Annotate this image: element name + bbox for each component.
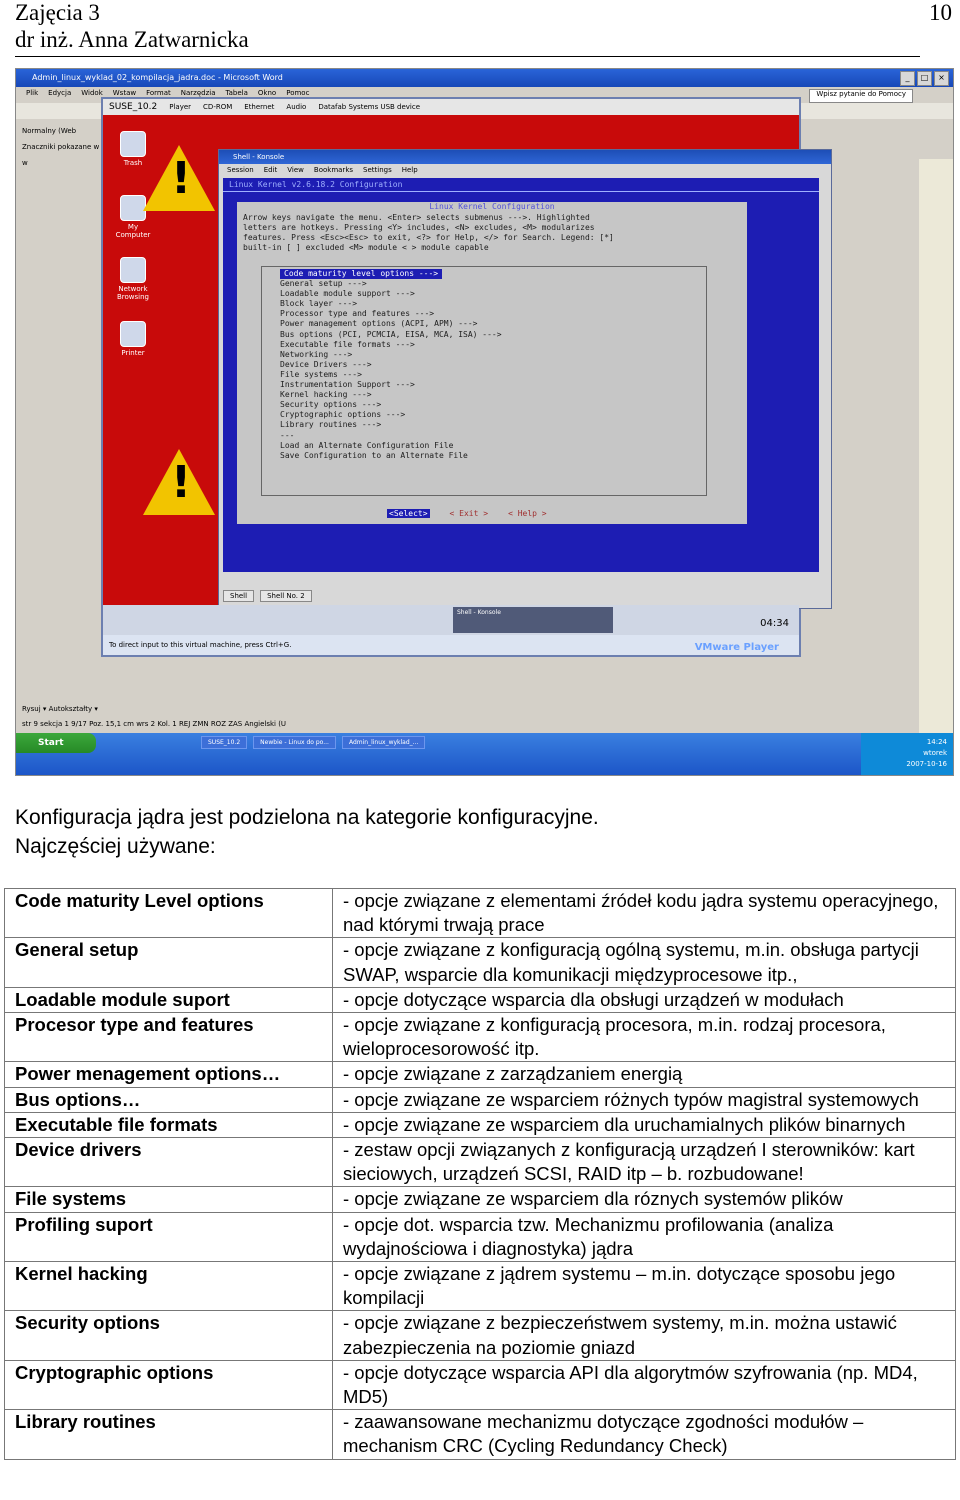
- word-status-bar: str 9 sekcja 1 9/17 Poz. 15,1 cm wrs 2 Kol. 1 REJ ZMN ROZ ZAS Angielski (U: [22, 720, 287, 728]
- category-desc: - opcje dotyczące wsparcia API dla algorytmów szyfrowania (np. MD4, MD5): [333, 1360, 956, 1409]
- kconfig-item[interactable]: Library routines --->: [280, 420, 382, 430]
- desktop-icon-label: Trash: [123, 159, 143, 167]
- kconfig-item[interactable]: Executable file formats --->: [280, 339, 415, 349]
- kconfig-item[interactable]: Block layer --->: [280, 299, 358, 309]
- menu-item[interactable]: Widok: [81, 89, 103, 97]
- category-name: Executable file formats: [5, 1112, 333, 1137]
- category-name: Power menagement options…: [5, 1062, 333, 1087]
- menu-item[interactable]: Session: [227, 166, 254, 174]
- exclamation-icon: !: [171, 457, 192, 508]
- kconfig-item[interactable]: Instrumentation Support --->: [280, 380, 415, 390]
- tray-time: 14:24: [926, 738, 947, 746]
- help-line: built-in [ ] excluded <M> module < > module capable: [243, 243, 489, 252]
- network-icon: [120, 257, 146, 283]
- tab-shell[interactable]: Shell: [223, 590, 254, 602]
- taskbar-tasks: [201, 736, 425, 749]
- category-desc: - opcje związane z elementami źródeł kodu jądra systemu operacyjnego, nad którymi trwają prace: [333, 889, 956, 938]
- windows-taskbar: [16, 733, 953, 775]
- table-row: [5, 1360, 956, 1409]
- vmware-logo: VMware Player: [694, 642, 779, 653]
- terminal-screen[interactable]: [223, 178, 819, 572]
- kconfig-help-text: [237, 211, 747, 255]
- category-desc: - opcje dotyczące wsparcia dla obsługi urządzeń w modułach: [333, 987, 956, 1012]
- menu-item[interactable]: Narzędzia: [180, 89, 216, 97]
- kconfig-item[interactable]: Bus options (PCI, PCMCIA, EISA, MCA, ISA) --->: [280, 329, 502, 339]
- system-tray: [861, 733, 953, 775]
- table-row: [5, 1112, 956, 1137]
- vmware-window: [101, 97, 801, 657]
- help-button[interactable]: < Help >: [508, 509, 547, 518]
- kconfig-item[interactable]: Loadable module support --->: [280, 289, 415, 299]
- category-desc: - opcje związane z bezpieczeństwem systemy, m.in. można ustawić zabezpieczenia na poziomie gniazd: [333, 1311, 956, 1360]
- window-controls: [900, 71, 949, 86]
- category-desc: - opcje dot. wsparcia tzw. Mechanizmu profilowania (analiza wydajnościowa i diagnostyka) jądra: [333, 1212, 956, 1261]
- exclamation-icon: !: [171, 153, 192, 204]
- kconfig-menu-list: [261, 266, 707, 496]
- table-row: [5, 987, 956, 1012]
- vm-toolbar: [103, 99, 799, 115]
- intro-text: [15, 803, 599, 861]
- menu-item[interactable]: Settings: [363, 166, 392, 174]
- kconfig-item[interactable]: Kernel hacking --->: [280, 390, 372, 400]
- category-desc: - zaawansowane mechanizmu dotyczące zgodności modułów – mechanism CRC (Cycling Redundancy Check): [333, 1410, 956, 1459]
- guest-clock: 04:34: [760, 618, 789, 629]
- menu-item[interactable]: Bookmarks: [313, 166, 354, 174]
- task-button[interactable]: Admin_linux_wyklad_...: [342, 736, 425, 749]
- table-row: [5, 1013, 956, 1062]
- word-style-panel: [16, 121, 106, 167]
- konsole-tabs: [223, 590, 312, 602]
- printer-icon: [120, 321, 146, 347]
- table-row: [5, 1212, 956, 1261]
- minimize-icon[interactable]: _: [900, 71, 915, 86]
- menu-item[interactable]: Help: [401, 166, 418, 174]
- vm-player-menu[interactable]: Player: [169, 103, 192, 111]
- table-row: [5, 1262, 956, 1311]
- intro-line: Konfiguracja jądra jest podzielona na kategorie konfiguracyjne.: [15, 806, 599, 829]
- vm-ethernet-button[interactable]: Ethernet: [244, 103, 275, 111]
- category-name: Profiling suport: [5, 1212, 333, 1261]
- category-name: Procesor type and features: [5, 1013, 333, 1062]
- category-desc: - opcje związane ze wsparciem dla uruchamialnych plików binarnych: [333, 1112, 956, 1137]
- category-name: Loadable module suport: [5, 987, 333, 1012]
- header-rule: [15, 56, 920, 57]
- intro-line: Najczęściej używane:: [15, 835, 216, 858]
- help-search-input[interactable]: Wpisz pytanie do Pomocy: [809, 89, 913, 103]
- kconfig-item[interactable]: General setup --->: [280, 279, 367, 289]
- category-name: Code maturity Level options: [5, 889, 333, 938]
- category-name: Kernel hacking: [5, 1262, 333, 1311]
- word-right-toolbar: [919, 159, 953, 749]
- menu-item[interactable]: Pomoc: [286, 89, 310, 97]
- word-window-title: Admin_linux_wyklad_02_kompilacja_jadra.doc - Microsoft Word: [32, 73, 283, 82]
- track-changes-select[interactable]: Znaczniki pokazane w w: [22, 143, 100, 167]
- kconfig-item[interactable]: Cryptographic options --->: [280, 410, 406, 420]
- word-title-bar: [16, 69, 953, 87]
- desktop-icon-printer[interactable]: [113, 321, 153, 357]
- table-row: [5, 1138, 956, 1187]
- table-row: [5, 1187, 956, 1212]
- style-select[interactable]: Normalny (Web: [22, 127, 77, 135]
- kconfig-selected-item[interactable]: Code maturity level options --->: [280, 269, 442, 279]
- category-name: Bus options…: [5, 1087, 333, 1112]
- header-title: Zajęcia 3: [15, 0, 100, 25]
- start-button[interactable]: Start: [16, 733, 96, 753]
- category-name: File systems: [5, 1187, 333, 1212]
- kconfig-buttons: [387, 509, 547, 518]
- menu-item[interactable]: Edycja: [48, 89, 72, 97]
- category-desc: - opcje związane ze wsparciem dla róznych systemów plików: [333, 1187, 956, 1212]
- task-button[interactable]: SUSE_10.2: [201, 736, 247, 749]
- kconfig-item[interactable]: Security options --->: [280, 400, 382, 410]
- category-desc: - opcje związane z jądrem systemu – m.in. dotyczące sposobu jego kompilacji: [333, 1262, 956, 1311]
- menu-item[interactable]: Tabela: [225, 89, 248, 97]
- kconfig-separator: ---: [280, 430, 295, 440]
- menu-item[interactable]: Plik: [26, 89, 39, 97]
- vm-status-bar: To direct input to this virtual machine, press Ctrl+G.: [103, 635, 799, 655]
- task-button[interactable]: Newbie - Linux do po...: [253, 736, 336, 749]
- screenshot-figure: [15, 68, 954, 776]
- category-name: Device drivers: [5, 1138, 333, 1187]
- kconfig-item[interactable]: Power management options (ACPI, APM) --->: [280, 319, 478, 329]
- tab-shell-2[interactable]: Shell No. 2: [260, 590, 312, 602]
- vm-cdrom-button[interactable]: CD-ROM: [203, 103, 233, 111]
- word-drawing-toolbar[interactable]: Rysuj ▾ Autokształty ▾: [22, 705, 98, 713]
- select-button[interactable]: <Select>: [389, 509, 428, 518]
- konsole-window: [218, 149, 832, 609]
- help-line: features. Press <Esc><Esc> to exit, <?> for Help, </> for Search. Legend: [*]: [243, 233, 614, 242]
- table-row: [5, 889, 956, 938]
- guest-task-button[interactable]: Shell - Konsole: [453, 607, 613, 633]
- table-row: [5, 938, 956, 987]
- table-row: [5, 1062, 956, 1087]
- category-name: General setup: [5, 938, 333, 987]
- table-row: [5, 1087, 956, 1112]
- kconfig-item[interactable]: Device Drivers --->: [280, 359, 372, 369]
- desktop-icon-label: My Computer: [115, 223, 151, 239]
- desktop-icon-network[interactable]: [113, 257, 153, 301]
- exit-button[interactable]: < Exit >: [449, 509, 489, 518]
- kconfig-item[interactable]: Processor type and features --->: [280, 309, 435, 319]
- category-desc: - opcje związane z konfiguracją procesora, m.in. rodzaj procesora, wieloprocesorowość itp.: [333, 1013, 956, 1062]
- category-name: Cryptographic options: [5, 1360, 333, 1409]
- kconfig-dialog: [237, 202, 747, 524]
- category-desc: - opcje związane z zarządzaniem energią: [333, 1062, 956, 1087]
- tray-date: 2007-10-16: [906, 760, 947, 768]
- vm-audio-button[interactable]: Audio: [286, 103, 307, 111]
- categories-table: [4, 888, 956, 1460]
- maximize-icon[interactable]: □: [917, 71, 932, 86]
- kconfig-header: Linux Kernel v2.6.18.2 Configuration: [223, 178, 819, 192]
- category-desc: - opcje związane z konfiguracją ogólną systemu, m.in. obsługa partycji SWAP, wsparcie dla komunikacji międzyprocesowe itp.,: [333, 938, 956, 987]
- close-icon[interactable]: ×: [934, 71, 949, 86]
- menu-item[interactable]: Wstaw: [112, 89, 137, 97]
- help-line: Arrow keys navigate the menu. <Enter> selects submenus --->. Highlighted: [243, 213, 590, 222]
- desktop-icon-label: Network Browsing: [116, 285, 149, 301]
- menu-item[interactable]: Format: [146, 89, 171, 97]
- page-number: 10: [929, 0, 952, 25]
- konsole-menu-bar: [219, 164, 831, 176]
- help-line: letters are hotkeys. Pressing <Y> includes, <N> excludes, <M> modularizes: [243, 223, 595, 232]
- kconfig-item[interactable]: Save Configuration to an Alternate File: [280, 450, 468, 460]
- table-row: [5, 1410, 956, 1459]
- category-name: Library routines: [5, 1410, 333, 1459]
- kconfig-item[interactable]: Networking --->: [280, 349, 353, 359]
- kconfig-dialog-title: Linux Kernel Configuration: [237, 202, 747, 211]
- kconfig-item[interactable]: Load an Alternate Configuration File: [280, 440, 454, 450]
- konsole-title-bar: Shell - Konsole: [219, 150, 831, 164]
- category-name: Security options: [5, 1311, 333, 1360]
- category-desc: - opcje związane ze wsparciem różnych typów magistral systemowych: [333, 1087, 956, 1112]
- kconfig-item[interactable]: File systems --->: [280, 369, 362, 379]
- category-desc: - zestaw opcji związanych z konfiguracją urządzeń I sterowników: kart sieciowych, urządzeń SCSI, RAID itp – b. rozbudowane!: [333, 1138, 956, 1187]
- menu-item[interactable]: Okno: [257, 89, 277, 97]
- table-row: [5, 1311, 956, 1360]
- menu-item[interactable]: View: [287, 166, 304, 174]
- header-author: dr inż. Anna Zatwarnicka: [15, 27, 249, 52]
- vm-name: SUSE_10.2: [109, 102, 158, 112]
- guest-panel: [103, 605, 799, 635]
- tray-day: wtorek: [923, 749, 947, 757]
- desktop-icon-label: Printer: [121, 349, 145, 357]
- menu-item[interactable]: Edit: [263, 166, 278, 174]
- vm-usb-button[interactable]: Datafab Systems USB device: [318, 103, 421, 111]
